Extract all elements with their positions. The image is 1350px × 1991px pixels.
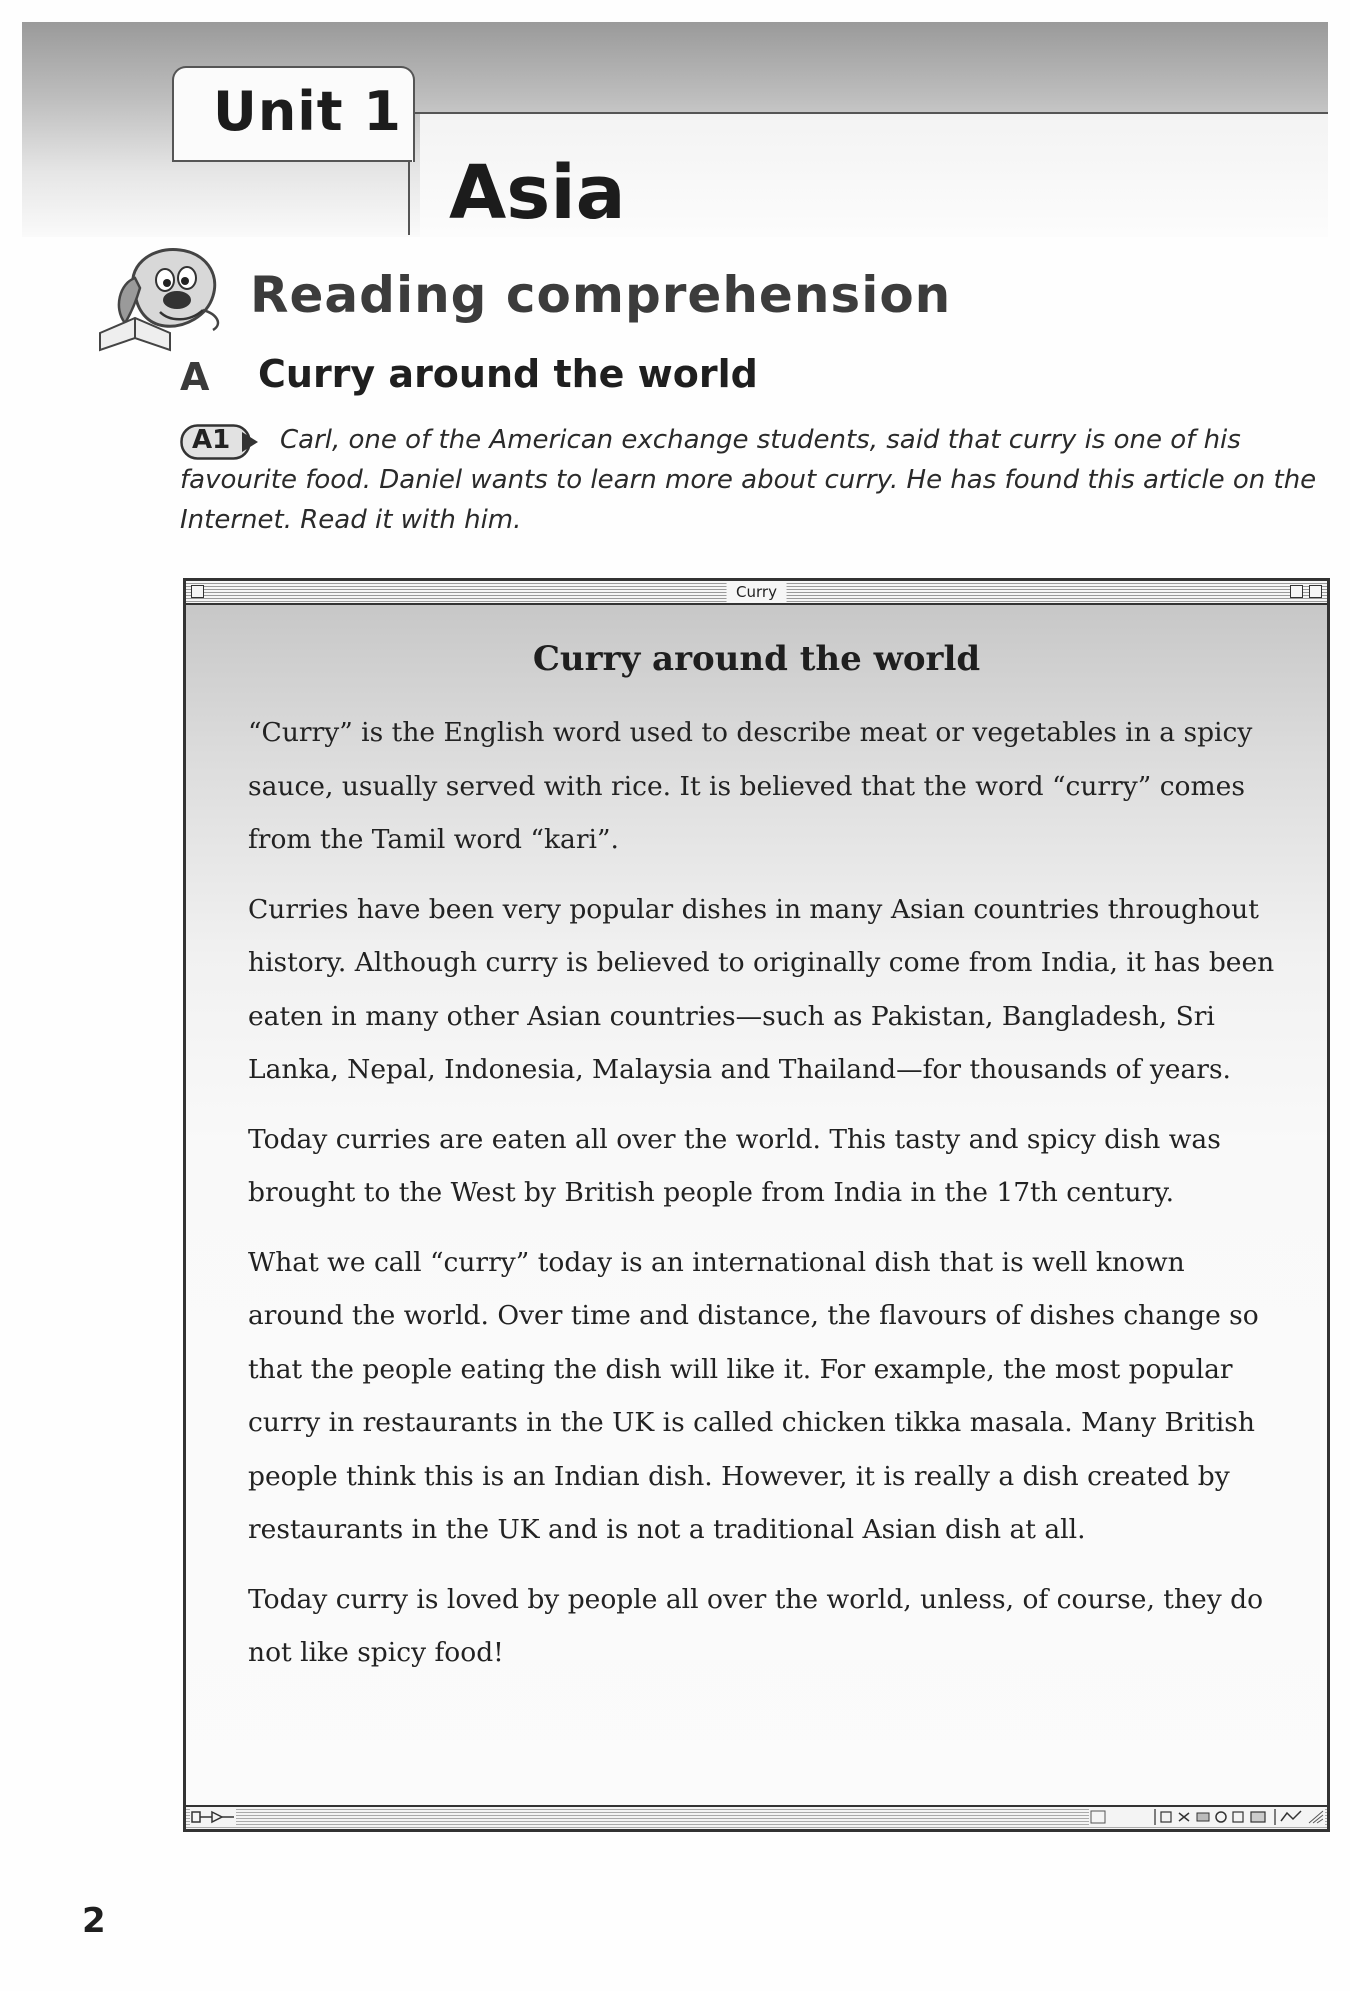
collapse-box-icon[interactable] xyxy=(1309,585,1322,598)
close-box-icon[interactable] xyxy=(191,585,204,598)
unit-tab-stem xyxy=(408,160,410,235)
section-heading: Reading comprehension xyxy=(250,266,952,324)
window-status-bar xyxy=(186,1805,1327,1829)
article-body xyxy=(248,706,1278,1696)
status-tray-icons[interactable] xyxy=(1089,1809,1325,1825)
article-paragraph: “Curry” is the English word used to describe meat or vegetables in a spicy sauce, usually served with rice. It is believed that the word “curry” comes from the Tamil word “kari”. xyxy=(248,717,1253,855)
window-title: Curry xyxy=(726,581,787,603)
unit-tab-rule xyxy=(172,160,412,162)
subsection-letter: A xyxy=(180,355,210,399)
instruction-text: Carl, one of the American exchange students, said that curry is one of his favourite food. Daniel wants to learn more about curry. He has found this article on the Internet. Read it with him. xyxy=(180,425,1317,535)
header-rule xyxy=(415,112,1328,114)
window-title-bar[interactable] xyxy=(186,581,1327,605)
article-title: Curry around the world xyxy=(532,639,981,679)
article-paragraph: Curries have been very popular dishes in many Asian countries throughout history. Although curry is believed to originally come from India, it has been eaten in many other Asian countries—such as Pakistan, Bangladesh, Sri Lanka, Nepal, Indonesia, Malaysia and Thailand—for thousands of years. xyxy=(248,893,1275,1085)
dog-mascot-icon xyxy=(95,238,245,353)
zoom-box-icon[interactable] xyxy=(1290,585,1303,598)
page-number xyxy=(80,1900,120,1940)
article-window xyxy=(183,578,1330,1832)
connection-status-icon xyxy=(190,1809,236,1825)
page-title: Asia xyxy=(449,150,626,236)
unit-label: Unit 1 xyxy=(213,80,402,143)
article-paragraph: Today curries are eaten all over the world. This tasty and spicy dish was brought to the West by British people from India in the 17th century. xyxy=(248,1123,1221,1208)
audio-track-label: A1 xyxy=(192,425,231,455)
article-paragraph: What we call “curry” today is an international dish that is well known around the world. Over time and distance, the flavours of dishes change so that the people eating the dish will like it. For example, the most popular curry in restaurants in the UK is called chicken tikka masala. Many British people think this is an Indian dish. However, it is really a dish created by restaurants in the UK and is not a traditional Asian dish at all. xyxy=(248,1246,1259,1545)
subsection-title: Curry around the world xyxy=(258,352,758,396)
svg-text:2: 2 xyxy=(82,1901,106,1940)
article-paragraph: Today curry is loved by people all over the world, unless, of course, they do not like spicy food! xyxy=(248,1583,1264,1668)
